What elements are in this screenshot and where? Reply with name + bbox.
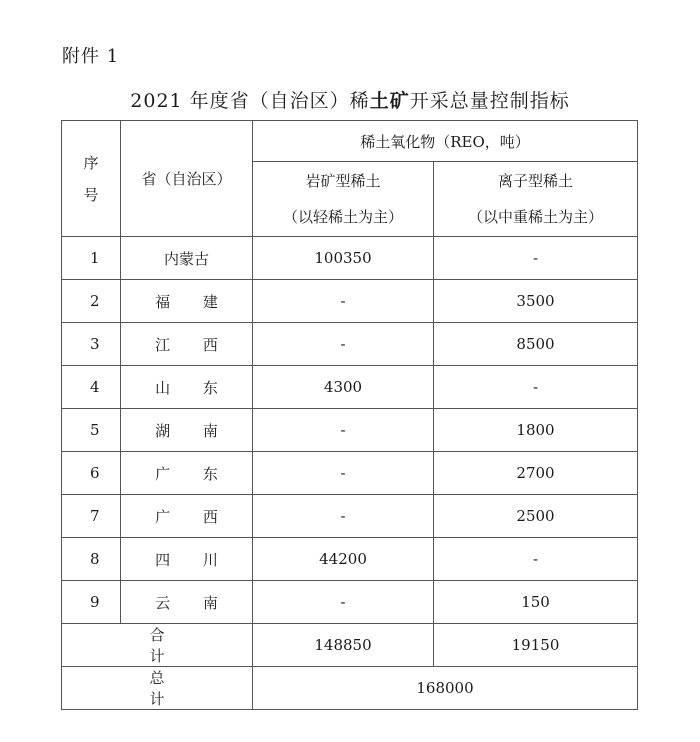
row-rock-value: - (253, 280, 434, 323)
table-row (62, 452, 638, 495)
table-row (62, 280, 638, 323)
header-rock-type (253, 162, 434, 237)
row-index: 4 (62, 366, 121, 409)
table-row (62, 237, 638, 280)
row-rock-value: - (253, 409, 434, 452)
subtotal-rock-value: 148850 (253, 624, 434, 667)
header-province: 省（自治区） (121, 121, 253, 237)
subtotal-row (62, 624, 638, 667)
row-index: 7 (62, 495, 121, 538)
row-rock-value: - (253, 581, 434, 624)
row-province: 内蒙古 (121, 237, 253, 280)
row-index: 8 (62, 538, 121, 581)
table-row (62, 409, 638, 452)
row-ion-value: 3500 (434, 280, 638, 323)
header-reo-group: 稀土氧化物（REO，吨） (253, 121, 638, 162)
row-rock-value: - (253, 452, 434, 495)
row-rock-value: 100350 (253, 237, 434, 280)
table-row (62, 538, 638, 581)
row-ion-value: - (434, 366, 638, 409)
row-ion-value: - (434, 538, 638, 581)
row-rock-value: 44200 (253, 538, 434, 581)
header-index-bottom: 号 (83, 185, 99, 204)
row-province: 广 西 (121, 495, 253, 538)
total-row (62, 667, 638, 710)
row-index: 6 (62, 452, 121, 495)
title-part-before: 2021 年度省（自治区）稀 (130, 90, 370, 112)
row-index: 3 (62, 323, 121, 366)
row-province: 广 东 (121, 452, 253, 495)
row-province: 四 川 (121, 538, 253, 581)
row-index: 9 (62, 581, 121, 624)
subtotal-label: 合 计 (62, 624, 253, 667)
row-province: 山 东 (121, 366, 253, 409)
document-title (0, 86, 700, 113)
table-row (62, 581, 638, 624)
attachment-label: 附件 1 (62, 46, 120, 67)
row-rock-value: - (253, 495, 434, 538)
total-value: 168000 (253, 667, 638, 710)
row-province: 湖 南 (121, 409, 253, 452)
total-label: 总 计 (62, 667, 253, 710)
header-rock-type-note: （以轻稀土为主） (282, 208, 403, 226)
row-index: 5 (62, 409, 121, 452)
row-ion-value: - (434, 237, 638, 280)
table-row (62, 495, 638, 538)
row-ion-value: 2500 (434, 495, 638, 538)
row-rock-value: 4300 (253, 366, 434, 409)
header-ion-type-name: 离子型稀土 (498, 172, 574, 190)
subtotal-ion-value: 19150 (434, 624, 638, 667)
title-part-highlight: 土矿 (369, 90, 410, 112)
table-row (62, 323, 638, 366)
header-rock-type-name: 岩矿型稀土 (305, 172, 381, 190)
table-row (62, 366, 638, 409)
title-part-after: 开采总量控制指标 (409, 90, 570, 112)
row-province: 云 南 (121, 581, 253, 624)
header-ion-type-note: （以中重稀土为主） (468, 208, 604, 226)
header-index (62, 121, 121, 237)
row-province: 福 建 (121, 280, 253, 323)
row-ion-value: 1800 (434, 409, 638, 452)
row-index: 2 (62, 280, 121, 323)
row-province: 江 西 (121, 323, 253, 366)
header-index-top: 序 (83, 153, 99, 172)
row-ion-value: 150 (434, 581, 638, 624)
row-ion-value: 8500 (434, 323, 638, 366)
row-index: 1 (62, 237, 121, 280)
header-ion-type (434, 162, 638, 237)
quota-table (61, 120, 638, 710)
row-rock-value: - (253, 323, 434, 366)
row-ion-value: 2700 (434, 452, 638, 495)
